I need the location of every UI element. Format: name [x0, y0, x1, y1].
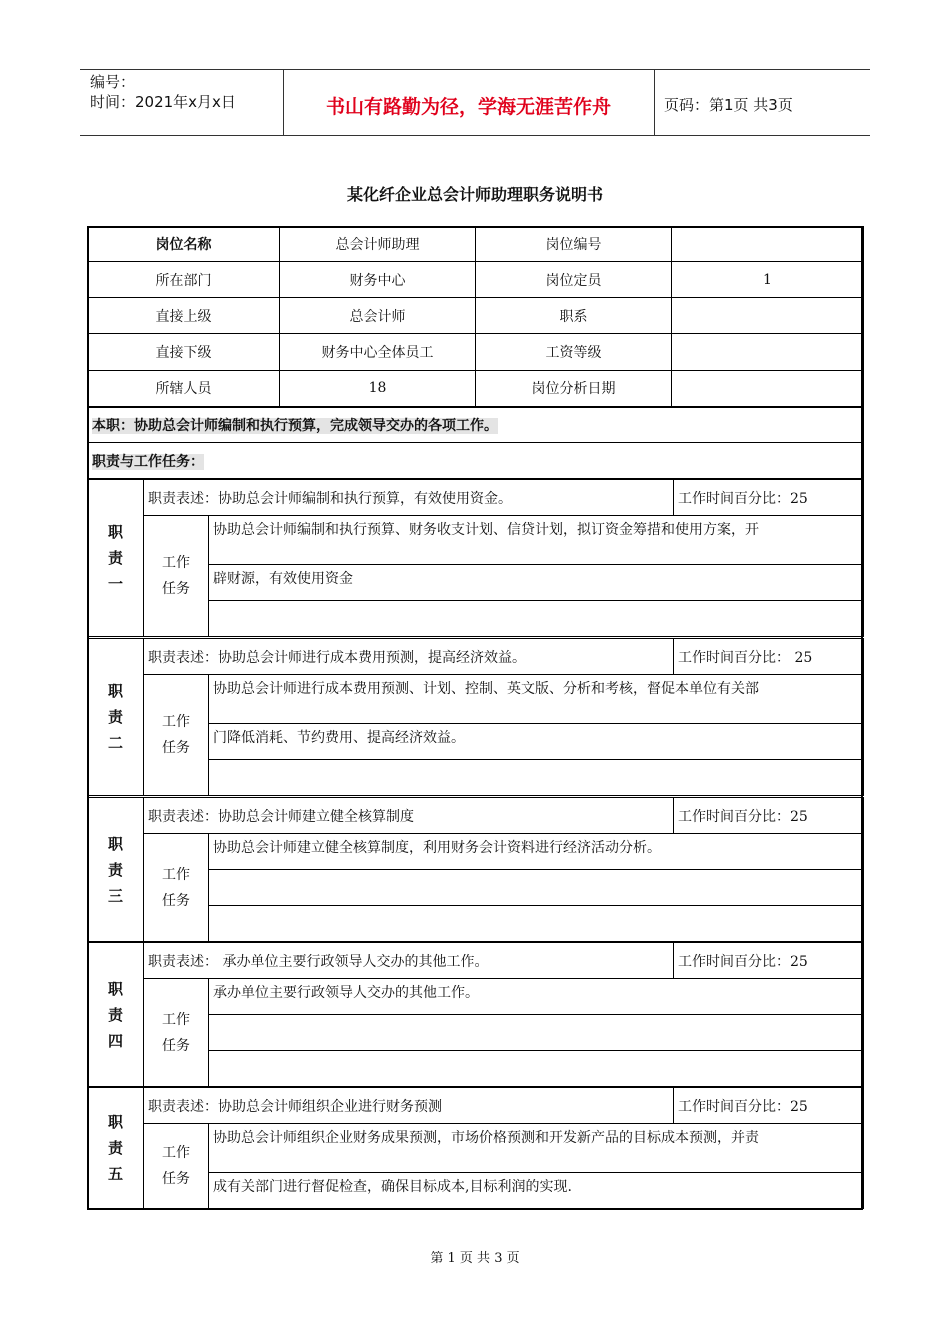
- info-label: 岗位名称: [88, 227, 280, 262]
- task-line: 协助总会计师组织企业财务成果预测，市场价格预测和开发新产品的目标成本预测，并责: [209, 1124, 864, 1173]
- document-title: 某化纤企业总会计师助理职务说明书: [346, 185, 603, 204]
- info-label: 所在部门: [88, 262, 280, 298]
- header-divider: [654, 69, 655, 136]
- duty-block: [87, 1087, 864, 1209]
- duty-block: [87, 797, 864, 942]
- task-line: [209, 760, 864, 796]
- task-line: [209, 1051, 864, 1087]
- header-meta: [90, 72, 236, 112]
- info-row: [88, 298, 864, 334]
- duty-label: 职 责 一: [88, 480, 144, 637]
- task-line: 辟财源，有效使用资金: [209, 565, 864, 601]
- task-line: 成有关部门进行督促检查，确保目标成本,目标利润的实现.: [209, 1173, 864, 1209]
- header-page-info: 页码：第1页 共3页: [664, 96, 793, 114]
- duty-description: 职责表述：协助总会计师进行成本费用预测，提高经济效益。: [144, 639, 674, 675]
- duty-time-percentage: 工作时间百分比：25: [674, 943, 864, 979]
- duty-time-percentage: 工作时间百分比：25: [674, 1088, 864, 1124]
- page-footer: 第 1 页 共 3 页: [430, 1251, 520, 1266]
- header-top-rule: [80, 69, 870, 70]
- info-row: [88, 227, 864, 262]
- main-duty-row: [88, 407, 864, 443]
- doc-number-label: 编号：: [90, 73, 136, 91]
- info-value: [672, 227, 864, 262]
- task-line: [209, 870, 864, 906]
- info-label: 所辖人员: [88, 371, 280, 407]
- info-label: 岗位定员: [476, 262, 672, 298]
- work-task-label: 工作 任务: [144, 979, 209, 1087]
- task-line: [209, 1015, 864, 1051]
- duty-label: 职 责 二: [88, 639, 144, 796]
- position-info-table: [87, 226, 864, 479]
- duty-block: [87, 479, 864, 637]
- info-label: 职系: [476, 298, 672, 334]
- task-line: 协助总会计师编制和执行预算、财务收支计划、信贷计划，拟订资金筹措和使用方案，开: [209, 516, 864, 565]
- header-bottom-rule: [80, 135, 870, 136]
- task-line: [209, 906, 864, 942]
- info-value: [672, 371, 864, 407]
- header-motto: 书山有路勤为径，学海无涯苦作舟: [325, 96, 611, 118]
- info-value: [672, 334, 864, 371]
- info-label: 直接下级: [88, 334, 280, 371]
- duty-description: 职责表述：协助总会计师编制和执行预算，有效使用资金。: [144, 480, 674, 516]
- duties-heading-row: [88, 443, 864, 479]
- info-row: [88, 334, 864, 371]
- info-value: 总会计师: [280, 298, 476, 334]
- duty-block: [87, 942, 864, 1087]
- work-task-label: 工作 任务: [144, 834, 209, 942]
- duty-description: 职责表述：协助总会计师建立健全核算制度: [144, 798, 674, 834]
- info-value: 财务中心全体员工: [280, 334, 476, 371]
- duties-heading: 职责与工作任务：: [92, 453, 204, 470]
- duty-label: 职 责 五: [88, 1088, 144, 1209]
- info-value: 1: [672, 262, 864, 298]
- info-label: 岗位分析日期: [476, 371, 672, 407]
- work-task-label: 工作 任务: [144, 1124, 209, 1209]
- main-duty-text: 本职：协助总会计师编制和执行预算，完成领导交办的各项工作。: [92, 417, 498, 434]
- duty-label: 职 责 四: [88, 943, 144, 1087]
- info-label: 工资等级: [476, 334, 672, 371]
- info-value: 财务中心: [280, 262, 476, 298]
- duty-block: [87, 638, 864, 796]
- info-value: 总会计师助理: [280, 227, 476, 262]
- duty-description: 职责表述： 承办单位主要行政领导人交办的其他工作。: [144, 943, 674, 979]
- task-line: [209, 601, 864, 637]
- work-task-label: 工作 任务: [144, 516, 209, 637]
- info-row: [88, 262, 864, 298]
- task-line: 承办单位主要行政领导人交办的其他工作。: [209, 979, 864, 1015]
- duty-description: 职责表述：协助总会计师组织企业进行财务预测: [144, 1088, 674, 1124]
- work-task-label: 工作 任务: [144, 675, 209, 796]
- doc-time-label: 时间：2021年x月x日: [90, 93, 236, 111]
- duty-label: 职 责 三: [88, 798, 144, 942]
- info-label: 直接上级: [88, 298, 280, 334]
- duty-time-percentage: 工作时间百分比： 25: [674, 639, 864, 675]
- duty-time-percentage: 工作时间百分比：25: [674, 480, 864, 516]
- task-line: 门降低消耗、节约费用、提高经济效益。: [209, 724, 864, 760]
- info-label: 岗位编号: [476, 227, 672, 262]
- task-line: 协助总会计师建立健全核算制度，利用财务会计资料进行经济活动分析。: [209, 834, 864, 870]
- duty-time-percentage: 工作时间百分比：25: [674, 798, 864, 834]
- task-line: 协助总会计师进行成本费用预测、计划、控制、英文版、分析和考核，督促本单位有关部: [209, 675, 864, 724]
- info-value: [672, 298, 864, 334]
- info-row: [88, 371, 864, 407]
- info-value: 18: [280, 371, 476, 407]
